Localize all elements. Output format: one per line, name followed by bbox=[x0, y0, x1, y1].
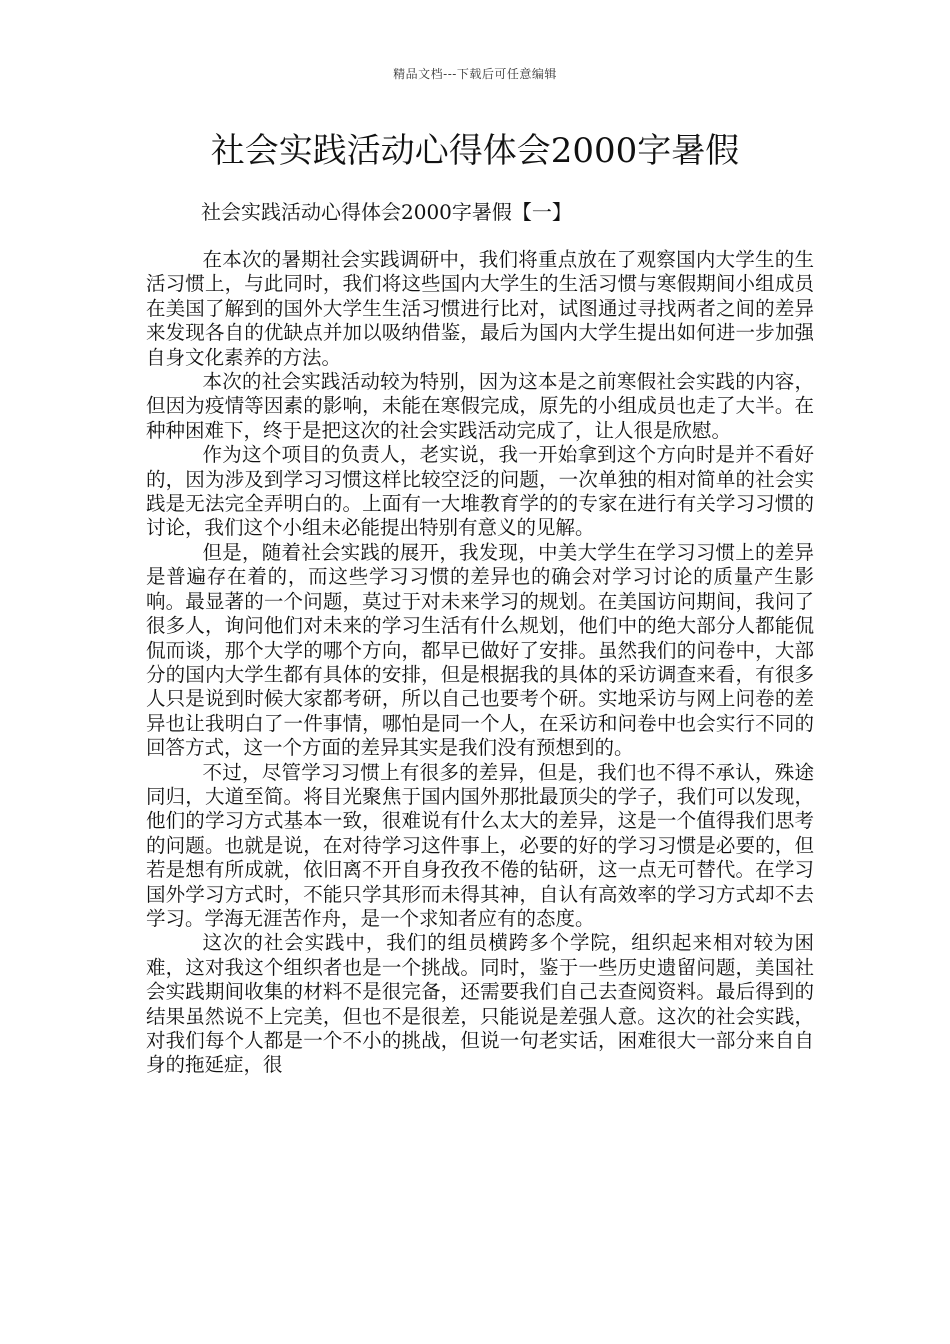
header-note: 精品文档---下载后可任意编辑 bbox=[393, 67, 557, 81]
body-text bbox=[146, 248, 814, 1078]
paragraph: 本次的社会实践活动较为特别，因为这本是之前寒假社会实践的内容，但因为疫情等因素的影响，未能在寒假完成，原先的小组成员也走了大半。在种种困难下，终于是把这次的社会实践活动完成了，让人很是欣慰。 bbox=[146, 370, 814, 442]
paragraph: 在本次的暑期社会实践调研中，我们将重点放在了观察国内大学生的生活习惯上，与此同时，我们将这些国内大学生的生活习惯与寒假期间小组成员在美国了解到的国外大学生生活习惯进行比对，试图通过寻找两者之间的差异来发现各自的优缺点并加以吸纳借鉴，最后为国内大学生提出如何进一步加强自身文化素养的方法。 bbox=[146, 248, 814, 369]
paragraph: 这次的社会实践中，我们的组员横跨多个学院，组织起来相对较为困难，这对我这个组织者也是一个挑战。同时，鉴于一些历史遗留问题，美国社会实践期间收集的材料不是很完备，还需要我们自己去查阅资料。最后得到的结果虽然说不上完美，但也不是很差，只能说是差强人意。这次的社会实践，对我们每个人都是一个不小的挑战，但说一句老实话，困难很大一部分来自自身的拖延症，很 bbox=[146, 931, 814, 1077]
section-subtitle: 社会实践活动心得体会2000字暑假【一】 bbox=[201, 200, 572, 224]
paragraph: 作为这个项目的负责人，老实说，我一开始拿到这个方向时是并不看好的，因为涉及到学习习惯这样比较空泛的问题，一次单独的相对简单的社会实践是无法完全弄明白的。上面有一大堆教育学的的专家在进行有关学习习惯的讨论，我们这个小组未必能提出特别有意义的见解。 bbox=[146, 443, 814, 540]
document-title: 社会实践活动心得体会2000字暑假 bbox=[210, 131, 740, 171]
paragraph: 不过，尽管学习习惯上有很多的差异，但是，我们也不得不承认，殊途同归，大道至简。将目光聚焦于国内国外那批最顶尖的学子，我们可以发现，他们的学习方式基本一致，很难说有什么太大的差异，这是一个值得我们思考的问题。也就是说，在对待学习这件事上，必要的好的学习习惯是必要的，但若是想有所成就，依旧离不开自身孜孜不倦的钻研，这一点无可替代。在学习国外学习方式时，不能只学其形而未得其神，自认有高效率的学习方式却不去学习。学海无涯苦作舟，是一个求知者应有的态度。 bbox=[146, 760, 814, 930]
paragraph: 但是，随着社会实践的展开，我发现，中美大学生在学习习惯上的差异是普遍存在着的，而这些学习习惯的差异也的确会对学习讨论的质量产生影响。最显著的一个问题，莫过于对未来学习的规划。在美国访问期间，我问了很多人，询问他们对未来的学习生活有什么规划，他们中的绝大部分人都能侃侃而谈，那个大学的哪个方向，都早已做好了安排。虽然我们的问卷中，大部分的国内大学生都有具体的安排，但是根据我的具体的采访调查来看，有很多人只是说到时候大家都考研，所以自己也要考个研。实地采访与网上问卷的差异也让我明白了一件事情，哪怕是同一个人，在采访和问卷中也会实行不同的回答方式，这一个方面的差异其实是我们没有预想到的。 bbox=[146, 540, 814, 760]
